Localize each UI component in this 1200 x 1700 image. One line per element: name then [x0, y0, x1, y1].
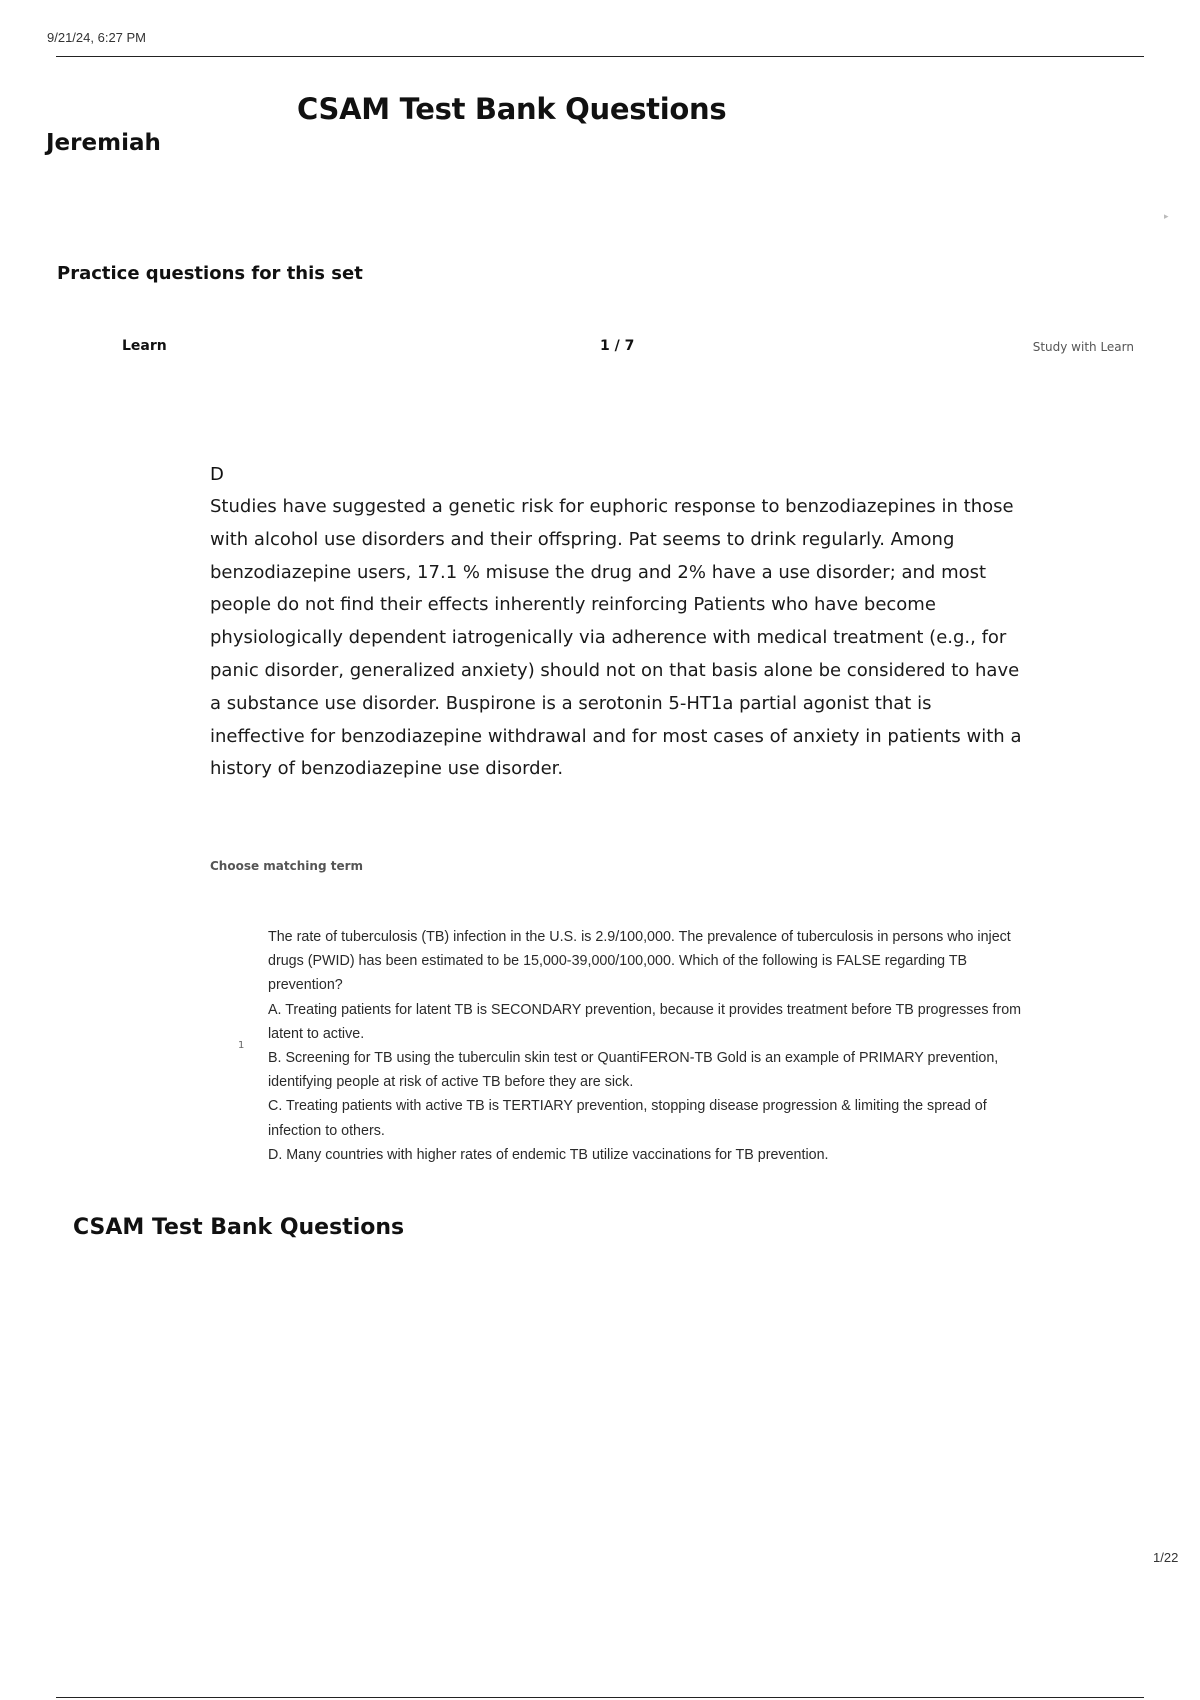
matching-option[interactable] [268, 925, 1023, 1167]
answer-explanation: Studies have suggested a genetic risk for euphoric response to benzodiazepines in those with alcohol use disorders and their offspring. Pat seems to drink regularly. Among benzodiazepine users, 17.1 % misuse the drug and 2% have a use disorder; and most people do not find their effects inherently reinforcing Patients who have become physiologically dependent iatrogenically via adherence with medical treatment (e.g., for panic disorder, generalized anxiety) should not on that basis alone be considered to have a substance use disorder. Buspirone is a serotonin 5-HT1a partial agonist that is ineffective for benzodiazepine withdrawal and for most cases of anxiety in patients with a history of benzodiazepine use disorder. [210, 496, 1022, 780]
option-number: 1 [238, 1040, 245, 1051]
practice-heading: Practice questions for this set [57, 263, 363, 284]
learn-bar [56, 338, 1144, 360]
learn-tab[interactable]: Learn [122, 338, 167, 354]
page-title: CSAM Test Bank Questions [297, 92, 727, 126]
question-stem: The rate of tuberculosis (TB) infection in the U.S. is 2.9/100,000. The prevalence of tuberculosis in persons who inject drugs (PWID) has been estimated to be 15,000-39,000/100,000. Which of the following is FALSE regarding TB prevention? [268, 929, 1011, 994]
choice-a: A. Treating patients for latent TB is SECONDARY prevention, because it provides treatment before TB progresses from latent to active. [268, 1001, 1022, 1042]
header-divider [56, 56, 1144, 57]
author-name: Jeremiah [46, 130, 161, 156]
page-number: 1/22 [1153, 1550, 1179, 1565]
choice-c: C. Treating patients with active TB is TERTIARY prevention, stopping disease progression & limiting the spread of infection to others. [268, 1098, 987, 1139]
footer-divider [56, 1697, 1144, 1698]
choice-d: D. Many countries with higher rates of endemic TB utilize vaccinations for TB prevention. [268, 1146, 829, 1163]
footer-title: CSAM Test Bank Questions [73, 1215, 405, 1240]
scroll-marker-icon: ▸ [1164, 212, 1169, 222]
answer-letter: D [210, 464, 224, 485]
print-timestamp: 9/21/24, 6:27 PM [47, 30, 147, 45]
card-progress: 1 / 7 [600, 338, 635, 354]
study-with-learn-link[interactable]: Study with Learn [1032, 340, 1134, 354]
choice-b: B. Screening for TB using the tuberculin skin test or QuantiFERON-TB Gold is an example of PRIMARY prevention, identifying people at risk of active TB before they are sick. [268, 1050, 999, 1091]
choose-matching-term-label: Choose matching term [210, 859, 364, 873]
